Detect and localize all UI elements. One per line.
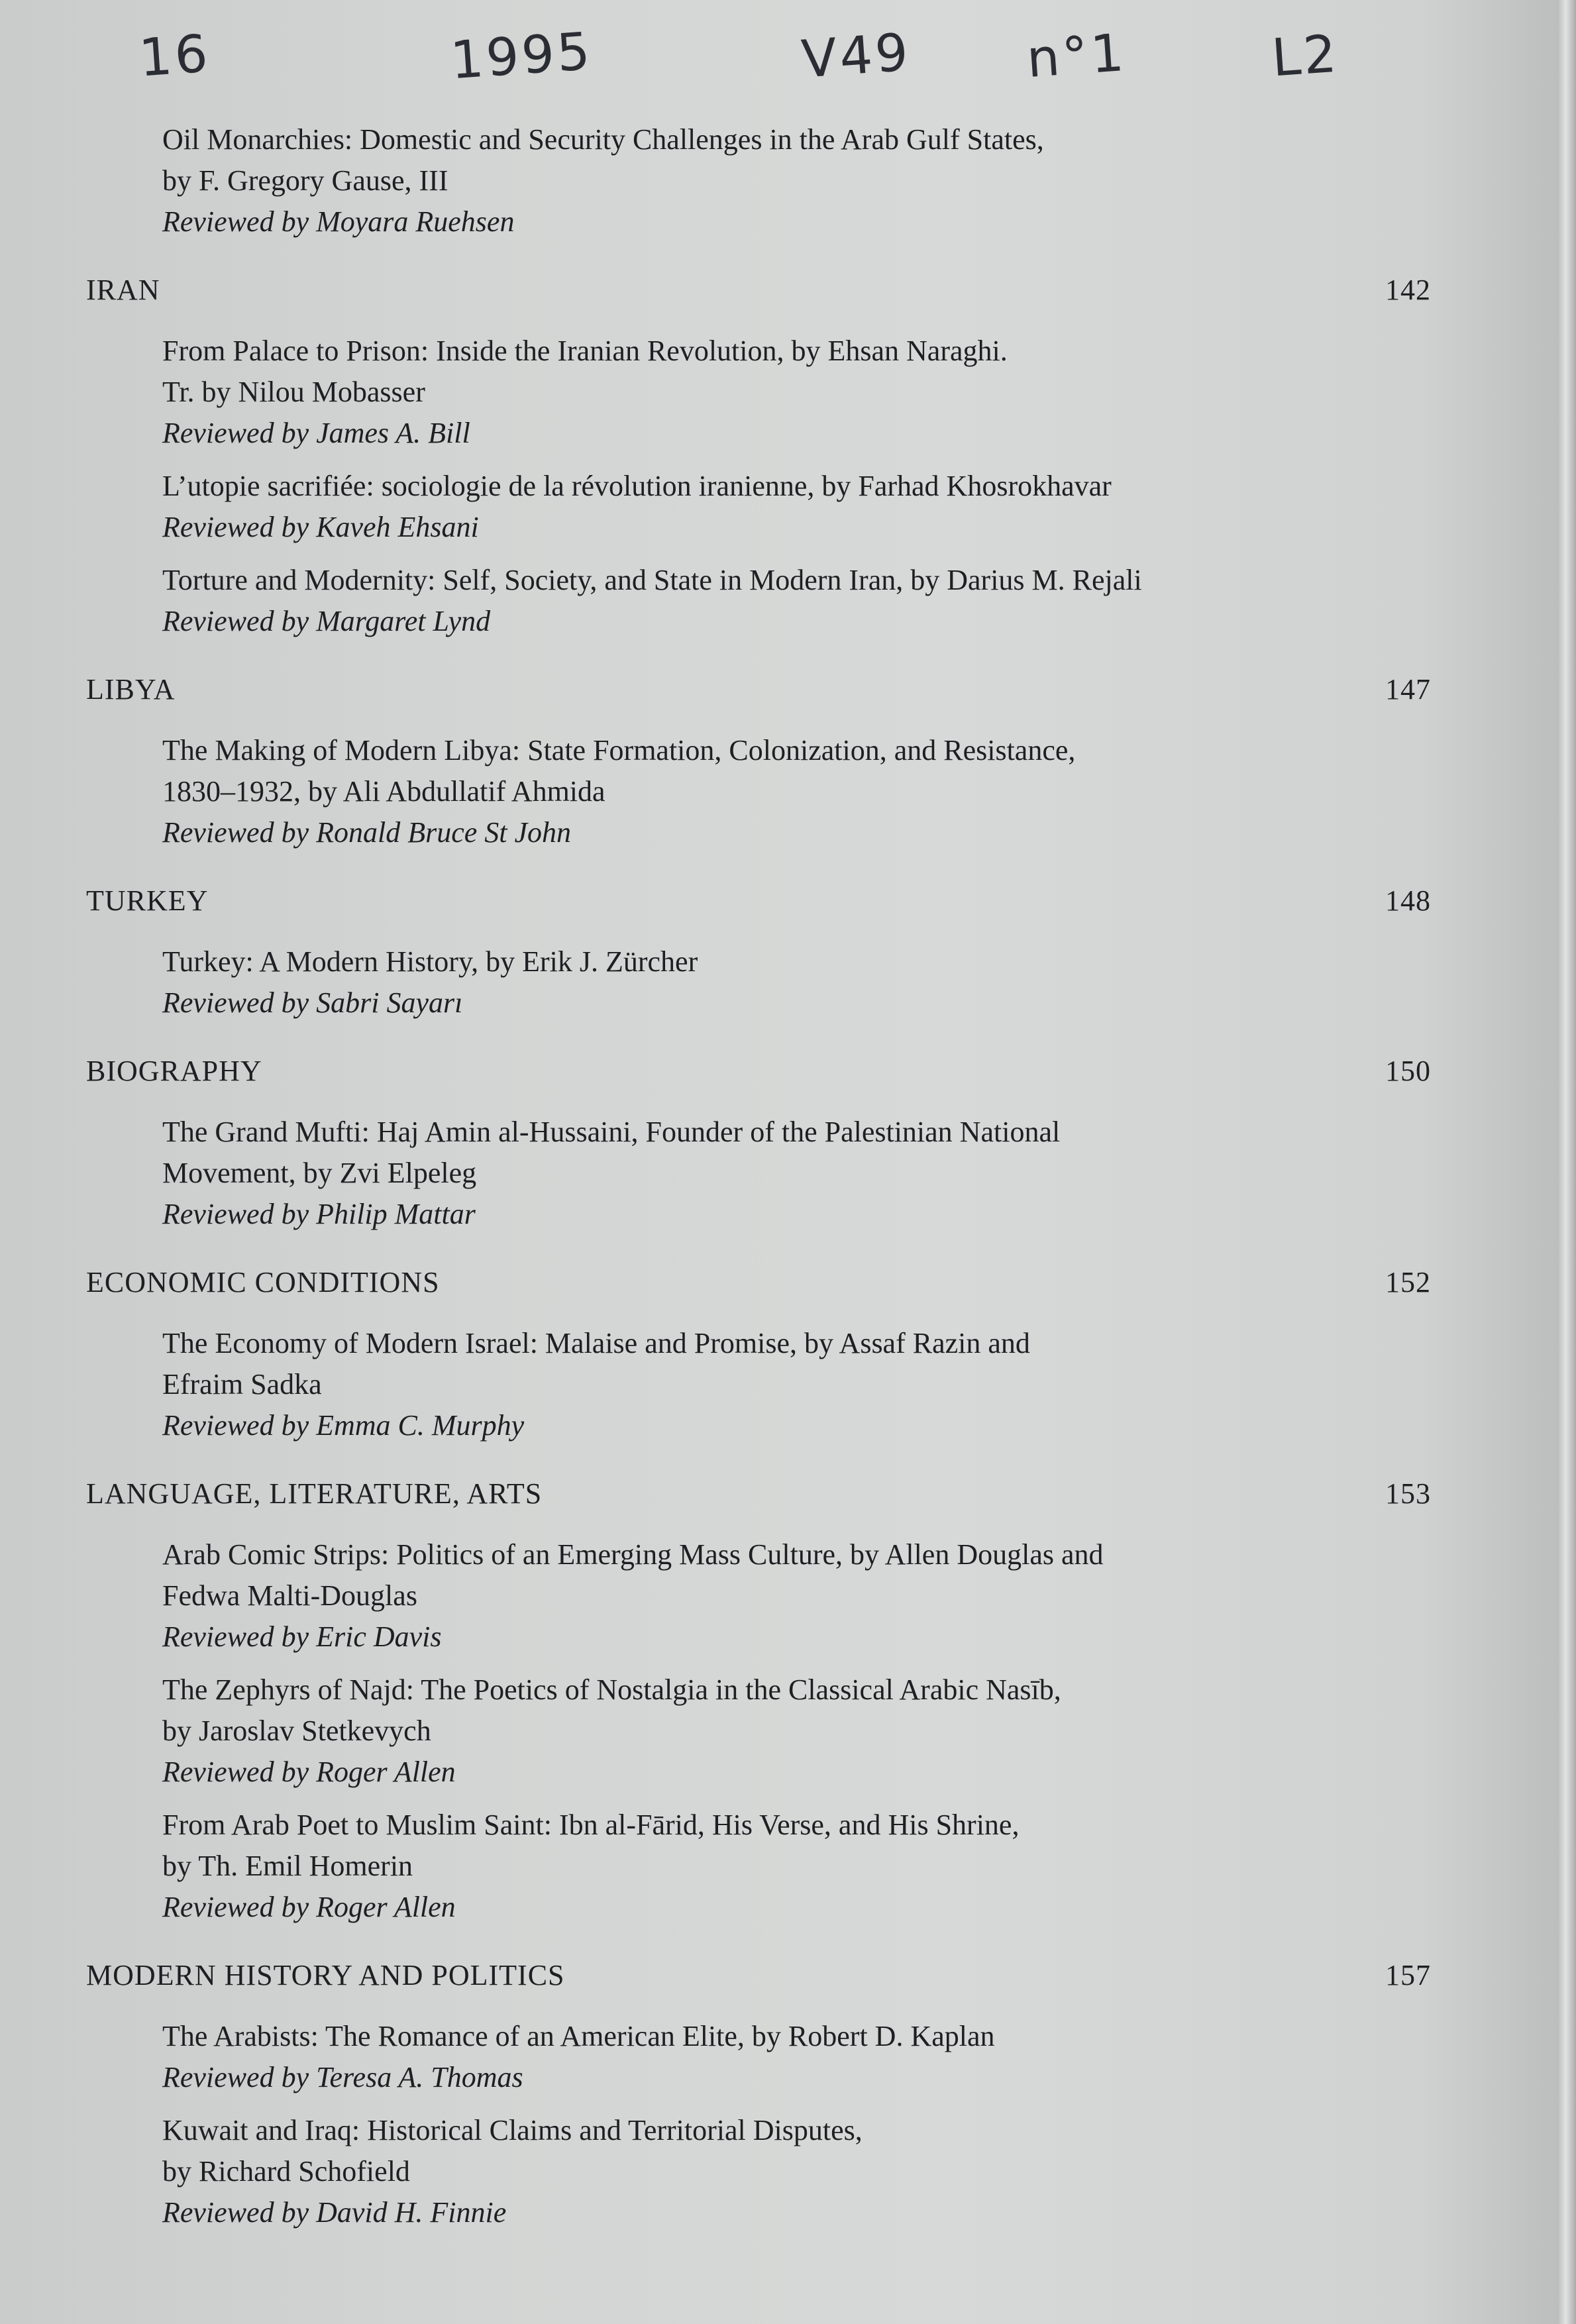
page-number: 150 — [1385, 1055, 1431, 1087]
section-heading-row — [86, 884, 1431, 918]
table-of-contents — [86, 119, 1431, 2245]
section-biography — [86, 1054, 1431, 1235]
reviewer-line: Reviewed by Eric Davis — [162, 1620, 442, 1653]
reviewer-line: Reviewed by Emma C. Murphy — [162, 1409, 525, 1442]
review-entry — [162, 466, 1394, 548]
sections-container — [86, 273, 1431, 2233]
book-title-line: From Arab Poet to Muslim Saint: Ibn al-Fārid, His Verse, and His Shrine, — [162, 1809, 1020, 1841]
reviewer-line: Reviewed by Roger Allen — [162, 1756, 456, 1788]
section-heading: LANGUAGE, LITERATURE, ARTS — [86, 1477, 543, 1510]
page-edge — [1559, 0, 1576, 2324]
book-title-line: by Richard Schofield — [162, 2155, 410, 2188]
review-entry — [162, 730, 1394, 853]
book-title-line: The Zephyrs of Najd: The Poetics of Nostalgia in the Classical Arabic Nasīb, — [162, 1673, 1061, 1706]
reviewer-line: Reviewed by Teresa A. Thomas — [162, 2061, 523, 2093]
page-number: 157 — [1385, 1959, 1431, 1991]
page-number: 148 — [1385, 884, 1431, 917]
review-entry — [162, 1534, 1394, 1658]
section-heading: BIOGRAPHY — [86, 1055, 262, 1087]
section-heading: TURKEY — [86, 884, 209, 917]
section-heading-row — [86, 1958, 1431, 1992]
handwritten-note: V49 — [800, 23, 913, 90]
review-entry — [162, 2110, 1394, 2233]
section-libya — [86, 672, 1431, 853]
section-turkey — [86, 884, 1431, 1024]
page-number: 142 — [1385, 274, 1431, 306]
reviewer-line: Reviewed by Ronald Bruce St John — [162, 816, 572, 849]
book-title-line: Kuwait and Iraq: Historical Claims and Territorial Disputes, — [162, 2114, 863, 2146]
page-number: 153 — [1385, 1477, 1431, 1510]
handwritten-annotation — [132, 20, 1391, 93]
book-title-line: Movement, by Zvi Elpeleg — [162, 1157, 477, 1189]
book-title-line: Fedwa Malti-Douglas — [162, 1579, 417, 1612]
book-title-line: From Palace to Prison: Inside the Iranian Revolution, by Ehsan Naraghi. — [162, 335, 1008, 367]
section-modern-history-and-politics — [86, 1958, 1431, 2233]
handwritten-note: 1995 — [448, 21, 595, 91]
reviewer-line: Reviewed by David H. Finnie — [162, 2196, 507, 2229]
book-title-line: Arab Comic Strips: Politics of an Emerging Mass Culture, by Allen Douglas and — [162, 1538, 1104, 1571]
section-iran — [86, 273, 1431, 642]
reviewer-line: Reviewed by Margaret Lynd — [162, 605, 491, 637]
book-title-line: by F. Gregory Gause, III — [162, 164, 448, 197]
book-title-line: by Th. Emil Homerin — [162, 1850, 413, 1882]
review-entry — [162, 331, 1394, 454]
review-entry — [162, 1323, 1394, 1446]
reviewer-line: Reviewed by Roger Allen — [162, 1891, 456, 1923]
section-heading: MODERN HISTORY AND POLITICS — [86, 1959, 565, 1991]
review-entry — [162, 1112, 1394, 1235]
book-title-line: The Economy of Modern Israel: Malaise and Promise, by Assaf Razin and — [162, 1327, 1030, 1359]
review-entry — [162, 1805, 1394, 1928]
book-title-line: Turkey: A Modern History, by Erik J. Zürcher — [162, 945, 698, 978]
section-heading: IRAN — [86, 274, 160, 306]
section-heading-row — [86, 273, 1431, 307]
section-heading: ECONOMIC CONDITIONS — [86, 1266, 440, 1298]
page-number: 152 — [1385, 1266, 1431, 1298]
section-economic-conditions — [86, 1265, 1431, 1446]
handwritten-note: 16 — [136, 24, 213, 89]
book-title-line: Oil Monarchies: Domestic and Security Challenges in the Arab Gulf States, — [162, 123, 1044, 156]
section-heading-row — [86, 1265, 1431, 1299]
review-entry — [162, 941, 1394, 1024]
review-entry — [162, 2016, 1394, 2098]
book-title-line: The Making of Modern Libya: State Formation, Colonization, and Resistance, — [162, 734, 1076, 766]
reviewer-line: Reviewed by Kaveh Ehsani — [162, 511, 479, 543]
section-heading-row — [86, 1477, 1431, 1510]
book-title-line: Efraim Sadka — [162, 1368, 322, 1400]
book-title-line: Tr. by Nilou Mobasser — [162, 376, 425, 408]
review-entry — [162, 560, 1394, 642]
book-title-line: The Arabists: The Romance of an American Elite, by Robert D. Kaplan — [162, 2020, 995, 2052]
handwritten-note: L2 — [1269, 24, 1341, 89]
book-title-line: L’utopie sacrifiée: sociologie de la révolution iranienne, by Farhad Khosrokhavar — [162, 470, 1112, 502]
book-title-line: by Jaroslav Stetkevych — [162, 1715, 431, 1747]
reviewer-line: Reviewed by Philip Mattar — [162, 1198, 476, 1230]
reviewer-line: Reviewed by James A. Bill — [162, 417, 470, 449]
book-title-line: Torture and Modernity: Self, Society, and State in Modern Iran, by Darius M. Rejali — [162, 564, 1142, 596]
section-language-literature-arts — [86, 1477, 1431, 1928]
book-title-line: The Grand Mufti: Haj Amin al-Hussaini, Founder of the Palestinian National — [162, 1116, 1061, 1148]
reviewer-line: Reviewed by Sabri Sayarı — [162, 986, 463, 1019]
reviewer-line: Reviewed by Moyara Ruehsen — [162, 205, 515, 238]
handwritten-note: n°1 — [1025, 23, 1129, 90]
section-heading-row — [86, 672, 1431, 706]
section-heading-row — [86, 1054, 1431, 1088]
section-heading: LIBYA — [86, 673, 176, 706]
review-entry — [162, 119, 1394, 242]
book-title-line: 1830–1932, by Ali Abdullatif Ahmida — [162, 775, 605, 808]
review-entry — [162, 1669, 1394, 1793]
page-number: 147 — [1385, 673, 1431, 706]
